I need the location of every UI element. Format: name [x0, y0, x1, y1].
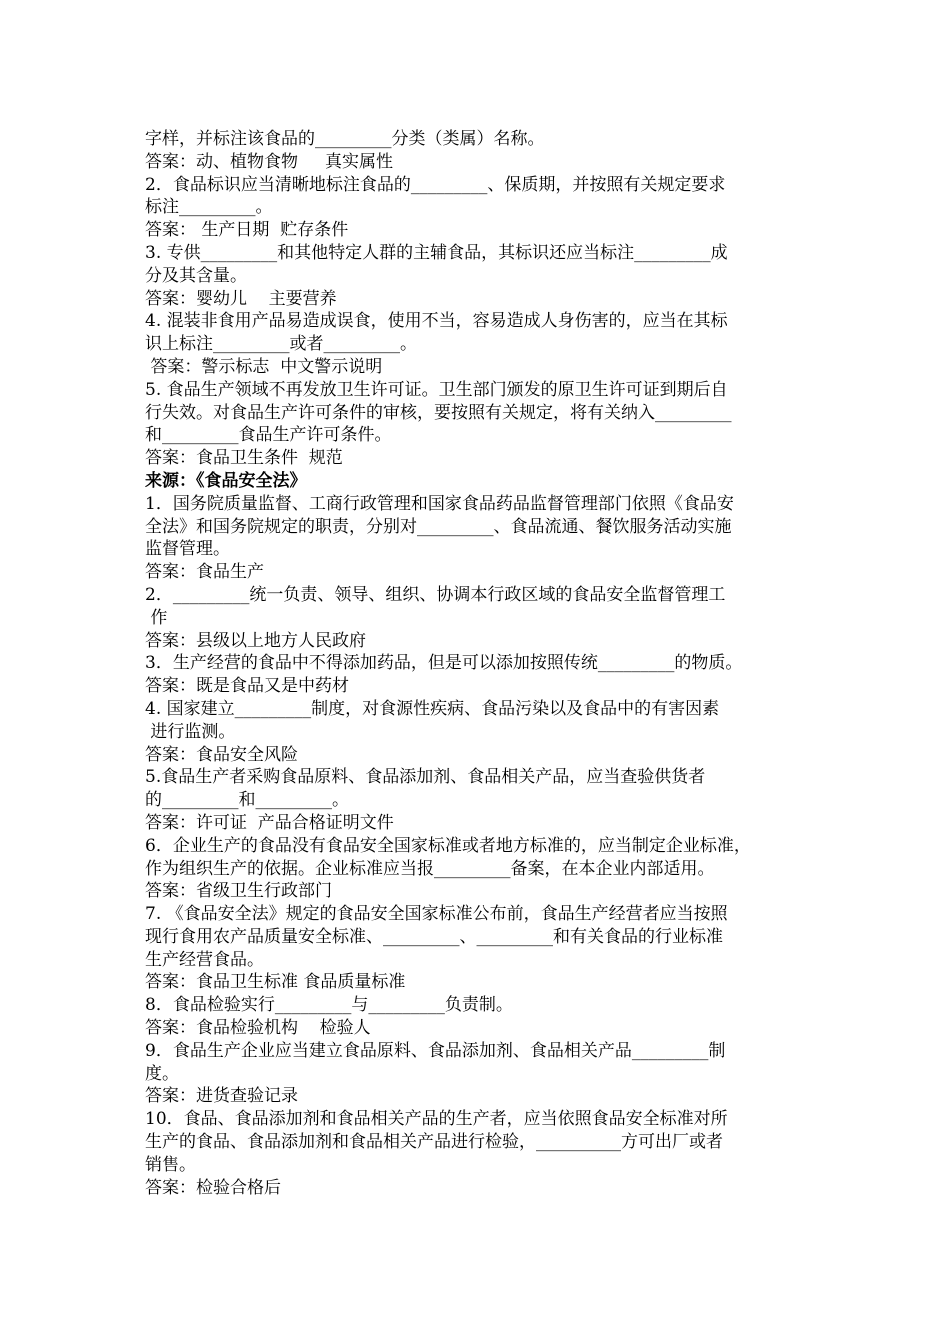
answer-line: 答案：许可证 产品合格证明文件 — [145, 812, 394, 833]
answer-line: 答案：食品生产 — [145, 562, 264, 583]
text-line: 行失效。对食品生产许可条件的审核，要按照有关规定，将有关纳入_________ — [145, 402, 732, 423]
text-line: 字样，并标注该食品的_________分类（类属）名称。 — [145, 129, 545, 149]
text-line: 生产的食品、食品添加剂和食品相关产品进行检验，__________方可出厂或者 — [145, 1132, 723, 1153]
text-line: 3．生产经营的食品中不得添加药品，但是可以添加按照传统_________的物质。 — [145, 653, 743, 674]
text-line: 4. 混装非食用产品易造成误食，使用不当，容易造成人身伤害的，应当在其标 — [145, 311, 728, 332]
text-line: 的_________和_________。 — [145, 790, 349, 811]
text-line: 分及其含量。 — [145, 265, 247, 286]
text-line: 5.食品生产者采购食品原料、食品添加剂、食品相关产品，应当查验供货者 — [145, 767, 706, 788]
text-line: 作 — [145, 607, 168, 628]
text-line: 4. 国家建立_________制度，对食源性疾病、食品污染以及食品中的有害因素 — [145, 698, 720, 719]
text-line: 3. 专供_________和其他特定人群的主辅食品，其标识还应当标注_________成 — [145, 242, 728, 263]
answer-line: 答案：食品卫生标准 食品质量标准 — [145, 972, 406, 993]
answer-line: 答案：警示标志 中文警示说明 — [145, 356, 383, 377]
text-line: 和_________食品生产许可条件。 — [145, 425, 392, 446]
text-line: 识上标注_________或者_________。 — [145, 334, 417, 355]
answer-line: 答案：检验合格后 — [145, 1177, 281, 1198]
text-line: 2．_________统一负责、领导、组织、协调本行政区域的食品安全监督管理工 — [145, 584, 726, 605]
text-line: 生产经营食品。 — [145, 949, 264, 970]
text-line: 6．企业生产的食品没有食品安全国家标准或者地方标准的，应当制定企业标准， — [145, 835, 751, 856]
text-line: 1．国务院质量监督、工商行政管理和国家食品药品监督管理部门依照《食品安 — [145, 493, 734, 514]
answer-line: 答案：食品安全风险 — [145, 744, 298, 765]
answer-line: 答案：食品卫生条件 规范 — [145, 448, 343, 469]
text-line: 现行食用农产品质量安全标准、_________、_________和有关食品的行业标准 — [145, 926, 723, 947]
answer-line: 答案：婴幼儿 主要营养 — [145, 288, 337, 309]
answer-line: 答案：既是食品又是中药材 — [145, 676, 349, 697]
answer-line: 答案：食品检验机构 检验人 — [145, 1018, 371, 1039]
answer-line: 答案：进货查验记录 — [145, 1086, 298, 1107]
answer-line: 答案：动、植物食物 真实属性 — [145, 151, 394, 172]
answer-line: 答案：县级以上地方人民政府 — [145, 630, 366, 651]
text-line: 2．食品标识应当清晰地标注食品的_________、保质期，并按照有关规定要求 — [145, 174, 726, 195]
text-line: 7. 《食品安全法》规定的食品安全国家标准公布前，食品生产经营者应当按照 — [145, 904, 728, 925]
text-line: 作为组织生产的依据。企业标准应当报_________备案，在本企业内部适用。 — [145, 858, 715, 879]
text-line: 9．食品生产企业应当建立食品原料、食品添加剂、食品相关产品_________制 — [145, 1040, 726, 1061]
text-line: 销售。 — [145, 1154, 196, 1175]
text-line: 全法》和国务院规定的职责，分别对_________、食品流通、餐饮服务活动实施 — [145, 516, 732, 537]
document-body — [145, 128, 810, 1199]
text-line: 度。 — [145, 1063, 179, 1084]
section-heading: 来源：《食品安全法》 — [145, 470, 307, 491]
answer-line: 答案：省级卫生行政部门 — [145, 881, 332, 902]
text-line: 标注_________。 — [145, 197, 273, 218]
text-line: 10．食品、食品添加剂和食品相关产品的生产者，应当依照食品安全标准对所 — [145, 1109, 728, 1130]
text-line: 8．食品检验实行_________与_________负责制。 — [145, 995, 513, 1016]
answer-line: 答案： 生产日期 贮存条件 — [145, 220, 349, 241]
text-line: 进行监测。 — [145, 721, 236, 742]
text-line: 5. 食品生产领域不再发放卫生许可证。卫生部门颁发的原卫生许可证到期后自 — [145, 379, 728, 400]
text-line: 监督管理。 — [145, 539, 230, 560]
